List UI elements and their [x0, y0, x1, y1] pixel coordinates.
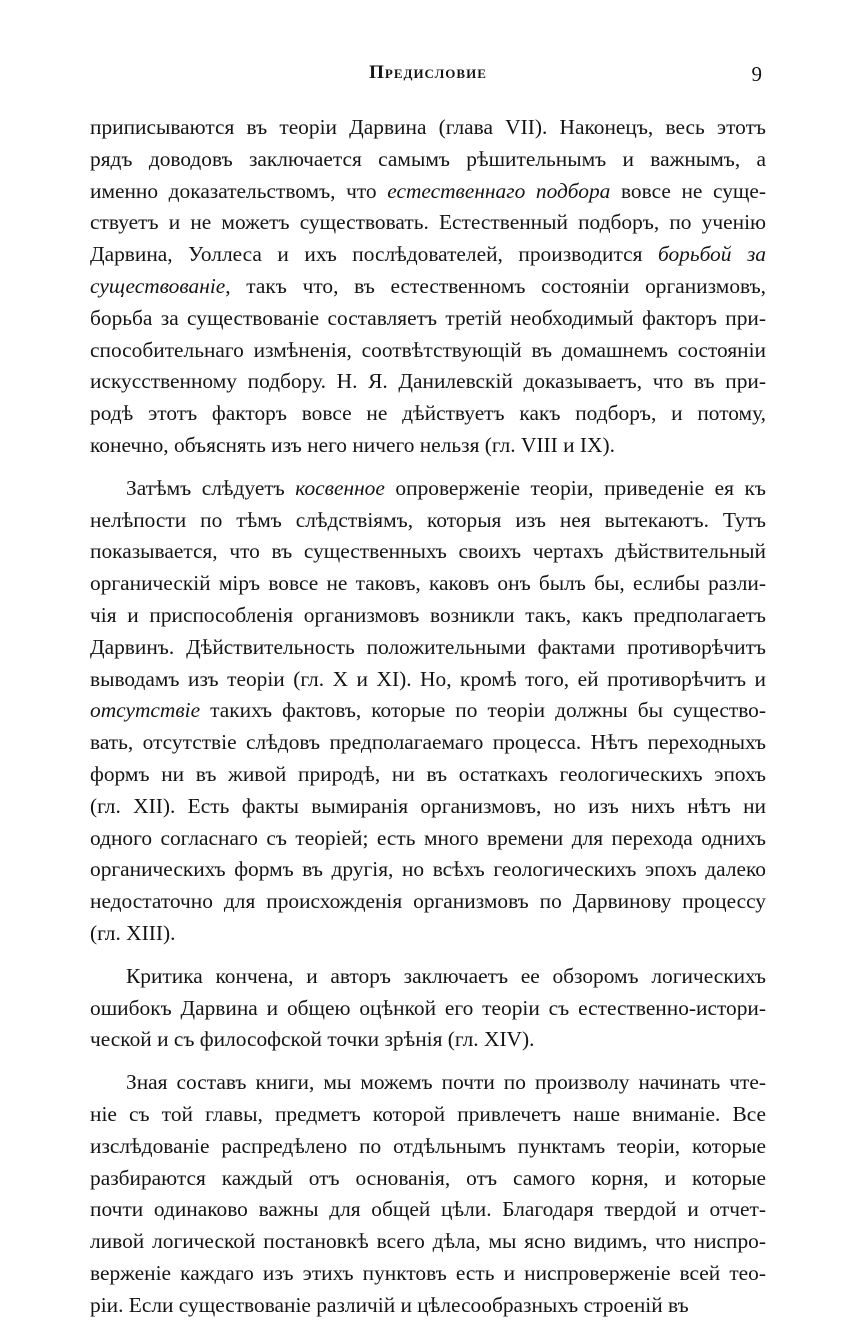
- text-line: [90, 398, 766, 430]
- text-segment: Затѣмъ слѣдуетъ: [126, 475, 296, 500]
- text-line: [90, 271, 766, 303]
- text-line: [90, 695, 766, 727]
- text-line: [90, 727, 766, 759]
- text-segment: чія и приспособленія организмовъ возникли такъ, какъ предполагаетъ: [90, 602, 766, 627]
- text-line: [90, 1024, 766, 1056]
- text-segment: ствуетъ и не можетъ существовать. Естественный подборъ, по ученію: [90, 210, 766, 235]
- text-line: [90, 823, 766, 855]
- running-title: Предисловие: [369, 62, 487, 83]
- text-segment: одного согласнаго съ теоріей; есть много времени для перехода однихъ: [90, 825, 766, 850]
- text-segment: изслѣдованіе распредѣлено по отдѣльнымъ пунктамъ теоріи, которые: [90, 1133, 766, 1158]
- text-segment: конечно, объяснять изъ него ничего нельзя (гл. VIII и IX).: [90, 432, 615, 457]
- text-line: [90, 1258, 766, 1290]
- text-line: [90, 632, 766, 664]
- paragraph: [90, 112, 766, 462]
- text-segment: формъ ни въ живой природѣ, ни въ остаткахъ геологическихъ эпохъ: [90, 761, 766, 786]
- text-line: [90, 112, 766, 144]
- text-line: [90, 961, 766, 993]
- text-line: [90, 144, 766, 176]
- text-segment: органическій міръ вовсе не таковъ, каковъ онъ былъ бы, еслибы разли-: [90, 571, 766, 596]
- body-text: [90, 112, 766, 1332]
- text-line: [90, 918, 766, 950]
- text-segment: родѣ этотъ факторъ вовсе не дѣйствуетъ какъ подборъ, и потому,: [90, 401, 766, 426]
- running-head: [90, 62, 766, 92]
- text-line: [90, 886, 766, 918]
- paragraph: [90, 961, 766, 1056]
- text-line: [90, 1067, 766, 1099]
- text-line: [90, 791, 766, 823]
- text-segment: недостаточно для происхожденія организмовъ по Дарвинову процессу: [90, 889, 766, 914]
- text-segment: Зная составъ книги, мы можемъ почти по произволу начинать чте-: [126, 1070, 766, 1095]
- text-segment: приписываются въ теоріи Дарвина (глава VII). Наконецъ, весь этотъ: [90, 115, 766, 139]
- italic-emphasis: отсутствіе: [90, 698, 201, 723]
- text-line: [90, 1163, 766, 1195]
- text-line: [90, 366, 766, 398]
- italic-emphasis: естественнаго подбора: [387, 178, 611, 203]
- text-line: [90, 303, 766, 335]
- text-segment: почти одинаково важны для общей цѣли. Благодаря твердой и отчет-: [90, 1197, 766, 1222]
- text-segment: способительнаго измѣненія, соотвѣтствующій въ домашнемъ состояніи: [90, 337, 766, 362]
- text-segment: разбираются каждый отъ основанія, отъ самого корня, и которые: [90, 1165, 766, 1190]
- text-segment: ніе съ той главы, предметъ которой привлечетъ наше вниманіе. Все: [90, 1101, 766, 1126]
- text-line: [90, 335, 766, 367]
- text-segment: такихъ фактовъ, которые по теоріи должны бы существо-: [200, 698, 766, 723]
- text-segment: Критика кончена, и авторъ заключаетъ ее обзоромъ логическихъ: [126, 963, 766, 988]
- page-number: 9: [751, 62, 762, 86]
- text-segment: нелѣпости по тѣмъ слѣдствіямъ, которыя изъ нея вытекаютъ. Тутъ: [90, 507, 766, 532]
- text-segment: верженіе каждаго изъ этихъ пунктовъ есть и ниспроверженіе всей тео-: [90, 1260, 766, 1285]
- italic-emphasis: борьбой за: [657, 242, 766, 267]
- text-segment: опроверженіе теоріи, приведеніе ея къ: [384, 475, 766, 500]
- text-line: [90, 1290, 766, 1322]
- text-segment: показывается, что въ существенныхъ своихъ чертахъ дѣйствительный: [90, 539, 766, 564]
- text-line: [90, 664, 766, 696]
- text-segment: , такъ что, въ естественномъ состояніи организмовъ,: [225, 273, 766, 298]
- text-line: [90, 430, 766, 462]
- paragraph: [90, 1067, 766, 1321]
- text-line: [90, 239, 766, 271]
- text-line: [90, 473, 766, 505]
- text-segment: (гл. XII). Есть факты вымиранія организмовъ, но изъ нихъ нѣтъ ни: [90, 793, 766, 818]
- text-segment: Дарвина, Уоллеса и ихъ послѣдователей, производится: [90, 242, 658, 267]
- text-line: [90, 1194, 766, 1226]
- text-segment: вовсе не суще-: [610, 178, 766, 203]
- text-line: [90, 536, 766, 568]
- text-line: [90, 854, 766, 886]
- text-line: [90, 1131, 766, 1163]
- text-line: [90, 1099, 766, 1131]
- text-segment: искусственному подбору. Н. Я. Данилевскій доказываетъ, что въ при-: [90, 369, 766, 394]
- text-segment: органическихъ формъ въ другія, но всѣхъ геологическихъ эпохъ далеко: [90, 857, 766, 882]
- italic-emphasis: косвенное: [295, 475, 385, 500]
- text-segment: ошибокъ Дарвина и общею оцѣнкой его теоріи съ естественно-истори-: [90, 995, 766, 1020]
- text-segment: рядъ доводовъ заключается самымъ рѣшительнымъ и важнымъ, а: [90, 146, 766, 171]
- text-line: [90, 207, 766, 239]
- text-segment: ливой логической постановкѣ всего дѣла, мы ясно видимъ, что ниспро-: [90, 1229, 766, 1254]
- text-segment: выводамъ изъ теоріи (гл. X и XI). Но, кромѣ того, ей противорѣчитъ и: [90, 666, 766, 691]
- text-line: [90, 759, 766, 791]
- text-line: [90, 1226, 766, 1258]
- text-segment: Дарвинъ. Дѣйствительность положительными фактами противорѣчитъ: [90, 634, 766, 659]
- text-segment: именно доказательствомъ, что: [90, 178, 388, 203]
- italic-emphasis: существованіе: [90, 273, 226, 298]
- text-segment: вать, отсутствіе слѣдовъ предполагаемаго процесса. Нѣтъ переходныхъ: [90, 730, 766, 755]
- text-line: [90, 176, 766, 208]
- text-segment: ріи. Если существованіе различій и цѣлесообразныхъ строеній въ: [90, 1292, 689, 1317]
- text-line: [90, 568, 766, 600]
- paragraph: [90, 473, 766, 950]
- text-segment: ческой и съ философской точки зрѣнія (гл. XIV).: [90, 1027, 535, 1052]
- text-line: [90, 600, 766, 632]
- text-line: [90, 505, 766, 537]
- text-line: [90, 993, 766, 1025]
- text-segment: (гл. XIII).: [90, 920, 176, 945]
- text-segment: борьба за существованіе составляетъ третій необходимый факторъ при-: [90, 305, 766, 330]
